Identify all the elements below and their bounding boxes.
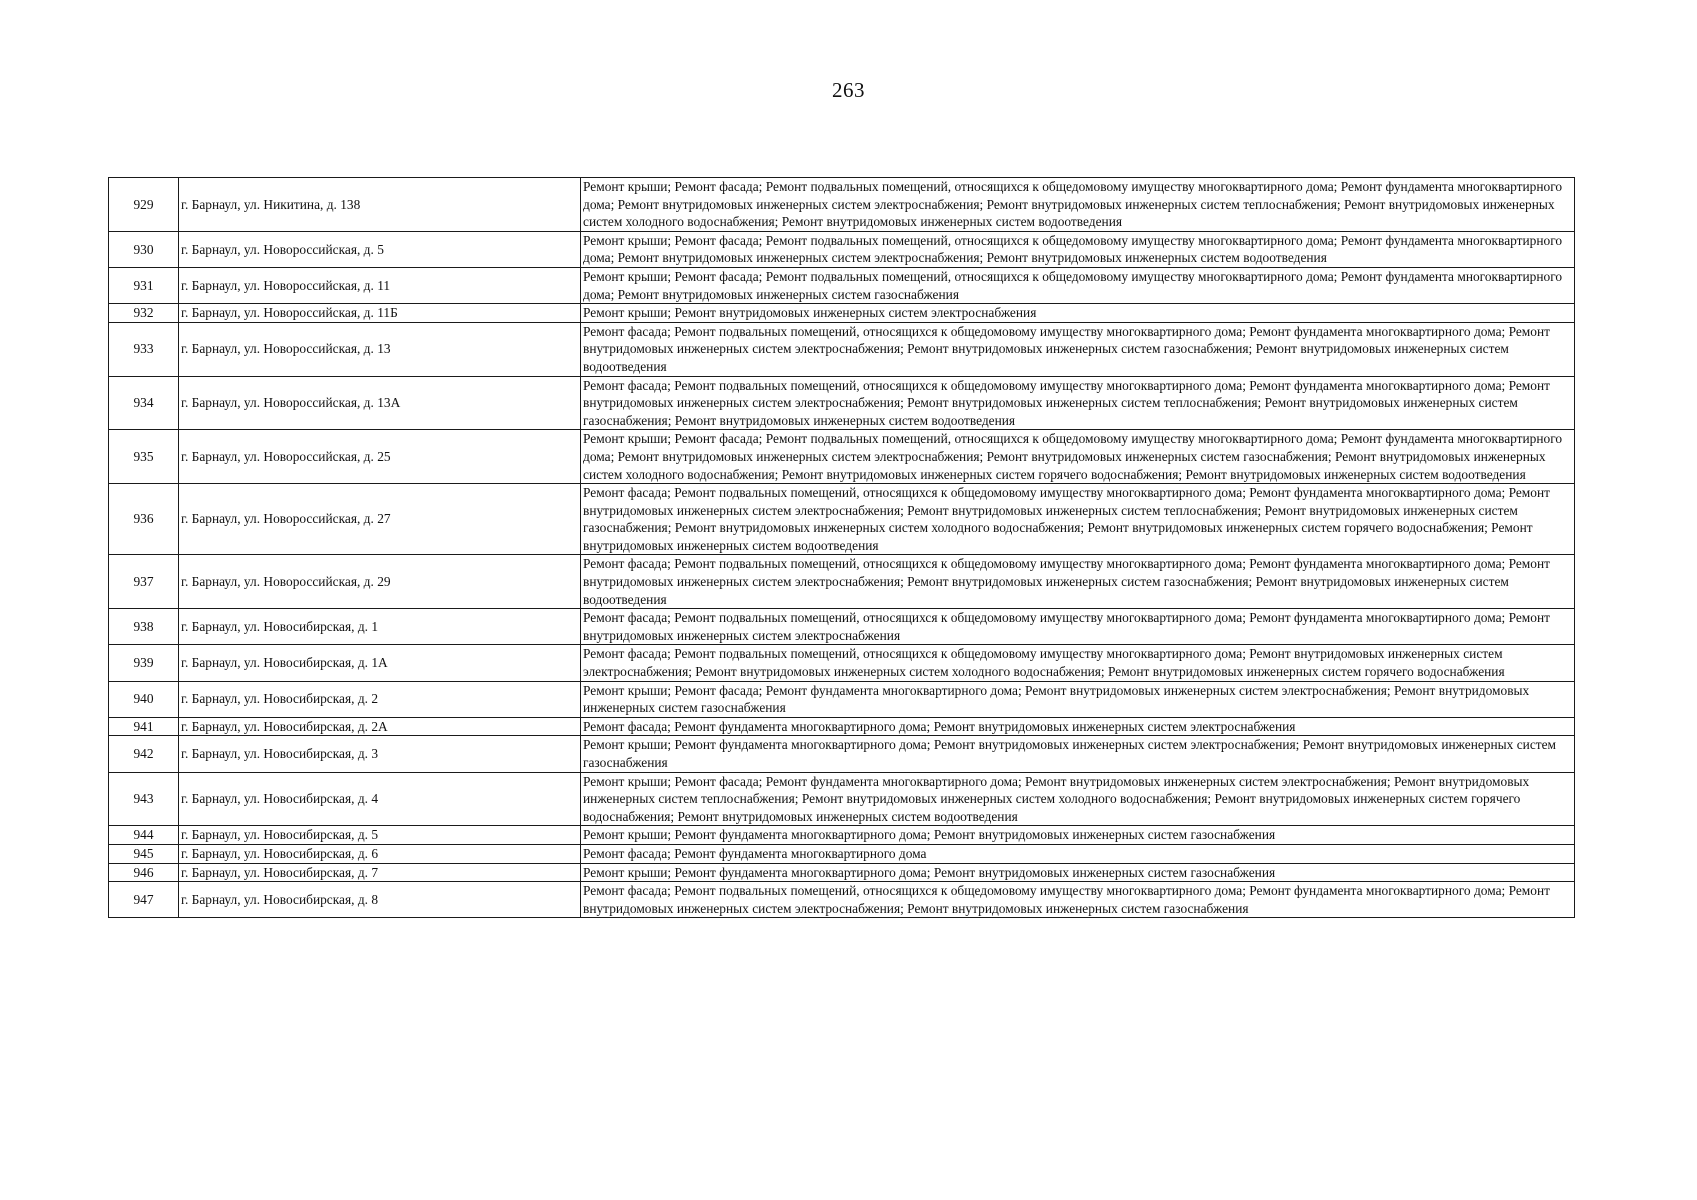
table-row: [109, 267, 1575, 303]
table-row: [109, 717, 1575, 736]
row-number: 930: [109, 231, 179, 267]
row-works: Ремонт фасада; Ремонт подвальных помещений, относящихся к общедомовому имуществу многоквартирного дома; Ремонт фундамента многоквартирного дома; Ремонт внутридомовых инженерных систем электроснабжения; Ремонт внутридомовых инженерных систем газоснабжения: [581, 882, 1575, 918]
row-works: Ремонт фасада; Ремонт подвальных помещений, относящихся к общедомовому имуществу многоквартирного дома; Ремонт фундамента многоквартирного дома; Ремонт внутридомовых инженерных систем электроснабжения; Ремонт внутридомовых инженерных систем теплоснабжения; Ремонт внутридомовых инженерных систем газоснабжения; Ремонт внутридомовых инженерных систем холодного водоснабжения; Ремонт внутридомовых инженерных систем горячего водоснабжения; Ремонт внутридомовых инженерных систем водоотведения: [581, 484, 1575, 555]
row-works: Ремонт крыши; Ремонт фасада; Ремонт подвальных помещений, относящихся к общедомовому имуществу многоквартирного дома; Ремонт фундамента многоквартирного дома; Ремонт внутридомовых инженерных систем газоснабжения: [581, 267, 1575, 303]
table-row: [109, 844, 1575, 863]
row-works: Ремонт крыши; Ремонт внутридомовых инженерных систем электроснабжения: [581, 304, 1575, 323]
page-number: 263: [832, 78, 865, 102]
row-works: Ремонт фасада; Ремонт фундамента многоквартирного дома: [581, 844, 1575, 863]
row-address: г. Барнаул, ул. Новосибирская, д. 3: [179, 736, 581, 772]
row-number: 940: [109, 681, 179, 717]
table-row: [109, 304, 1575, 323]
table-row: [109, 826, 1575, 845]
row-number: 931: [109, 267, 179, 303]
table-row: [109, 322, 1575, 376]
row-address: г. Барнаул, ул. Новосибирская, д. 2: [179, 681, 581, 717]
row-address: г. Барнаул, ул. Новосибирская, д. 4: [179, 772, 581, 826]
row-number: 946: [109, 863, 179, 882]
row-address: г. Барнаул, ул. Новосибирская, д. 5: [179, 826, 581, 845]
table-row: [109, 178, 1575, 232]
table-row: [109, 231, 1575, 267]
row-number: 945: [109, 844, 179, 863]
row-works: Ремонт фасада; Ремонт подвальных помещений, относящихся к общедомовому имуществу многоквартирного дома; Ремонт внутридомовых инженерных систем электроснабжения; Ремонт внутридомовых инженерных систем холодного водоснабжения; Ремонт внутридомовых инженерных систем горячего водоснабжения: [581, 645, 1575, 681]
row-works: Ремонт крыши; Ремонт фасада; Ремонт подвальных помещений, относящихся к общедомовому имуществу многоквартирного дома; Ремонт фундамента многоквартирного дома; Ремонт внутридомовых инженерных систем электроснабжения; Ремонт внутридомовых инженерных систем водоотведения: [581, 231, 1575, 267]
row-address: г. Барнаул, ул. Новороссийская, д. 13А: [179, 376, 581, 430]
table-row: [109, 609, 1575, 645]
table-row: [109, 772, 1575, 826]
row-works: Ремонт фасада; Ремонт фундамента многоквартирного дома; Ремонт внутридомовых инженерных систем электроснабжения: [581, 717, 1575, 736]
table-row: [109, 863, 1575, 882]
row-works: Ремонт крыши; Ремонт фасада; Ремонт подвальных помещений, относящихся к общедомовому имуществу многоквартирного дома; Ремонт фундамента многоквартирного дома; Ремонт внутридомовых инженерных систем электроснабжения; Ремонт внутридомовых инженерных систем теплоснабжения; Ремонт внутридомовых инженерных систем холодного водоснабжения; Ремонт внутридомовых инженерных систем водоотведения: [581, 178, 1575, 232]
row-address: г. Барнаул, ул. Новороссийская, д. 13: [179, 322, 581, 376]
table-row: [109, 484, 1575, 555]
row-number: 933: [109, 322, 179, 376]
row-address: г. Барнаул, ул. Новороссийская, д. 27: [179, 484, 581, 555]
row-number: 934: [109, 376, 179, 430]
row-address: г. Барнаул, ул. Новосибирская, д. 6: [179, 844, 581, 863]
row-works: Ремонт фасада; Ремонт подвальных помещений, относящихся к общедомовому имуществу многоквартирного дома; Ремонт фундамента многоквартирного дома; Ремонт внутридомовых инженерных систем электроснабжения; Ремонт внутридомовых инженерных систем газоснабжения; Ремонт внутридомовых инженерных систем водоотведения: [581, 322, 1575, 376]
row-number: 935: [109, 430, 179, 484]
repair-register-table: [108, 177, 1575, 918]
row-address: г. Барнаул, ул. Новосибирская, д. 1: [179, 609, 581, 645]
row-address: г. Барнаул, ул. Новосибирская, д. 8: [179, 882, 581, 918]
row-address: г. Барнаул, ул. Новороссийская, д. 25: [179, 430, 581, 484]
row-works: Ремонт крыши; Ремонт фундамента многоквартирного дома; Ремонт внутридомовых инженерных систем электроснабжения; Ремонт внутридомовых инженерных систем газоснабжения: [581, 736, 1575, 772]
row-address: г. Барнаул, ул. Новороссийская, д. 29: [179, 555, 581, 609]
row-number: 942: [109, 736, 179, 772]
row-number: 936: [109, 484, 179, 555]
row-address: г. Барнаул, ул. Новороссийская, д. 5: [179, 231, 581, 267]
row-number: 932: [109, 304, 179, 323]
row-works: Ремонт фасада; Ремонт подвальных помещений, относящихся к общедомовому имуществу многоквартирного дома; Ремонт фундамента многоквартирного дома; Ремонт внутридомовых инженерных систем электроснабжения; Ремонт внутридомовых инженерных систем теплоснабжения; Ремонт внутридомовых инженерных систем газоснабжения; Ремонт внутридомовых инженерных систем водоотведения: [581, 376, 1575, 430]
table-row: [109, 376, 1575, 430]
table-row: [109, 736, 1575, 772]
row-number: 947: [109, 882, 179, 918]
row-number: 941: [109, 717, 179, 736]
row-number: 929: [109, 178, 179, 232]
table-row: [109, 430, 1575, 484]
row-works: Ремонт крыши; Ремонт фасада; Ремонт подвальных помещений, относящихся к общедомовому имуществу многоквартирного дома; Ремонт фундамента многоквартирного дома; Ремонт внутридомовых инженерных систем электроснабжения; Ремонт внутридомовых инженерных систем газоснабжения; Ремонт внутридомовых инженерных систем холодного водоснабжения; Ремонт внутридомовых инженерных систем горячего водоснабжения; Ремонт внутридомовых инженерных систем водоотведения: [581, 430, 1575, 484]
row-works: Ремонт крыши; Ремонт фундамента многоквартирного дома; Ремонт внутридомовых инженерных систем газоснабжения: [581, 826, 1575, 845]
row-address: г. Барнаул, ул. Новосибирская, д. 1А: [179, 645, 581, 681]
row-works: Ремонт крыши; Ремонт фасада; Ремонт фундамента многоквартирного дома; Ремонт внутридомовых инженерных систем электроснабжения; Ремонт внутридомовых инженерных систем теплоснабжения; Ремонт внутридомовых инженерных систем холодного водоснабжения; Ремонт внутридомовых инженерных систем горячего водоснабжения; Ремонт внутридомовых инженерных систем водоотведения: [581, 772, 1575, 826]
row-address: г. Барнаул, ул. Новосибирская, д. 7: [179, 863, 581, 882]
row-address: г. Барнаул, ул. Никитина, д. 138: [179, 178, 581, 232]
table-row: [109, 882, 1575, 918]
row-number: 938: [109, 609, 179, 645]
row-works: Ремонт крыши; Ремонт фундамента многоквартирного дома; Ремонт внутридомовых инженерных систем газоснабжения: [581, 863, 1575, 882]
row-number: 944: [109, 826, 179, 845]
table-row: [109, 645, 1575, 681]
row-number: 939: [109, 645, 179, 681]
table-row: [109, 681, 1575, 717]
row-address: г. Барнаул, ул. Новосибирская, д. 2А: [179, 717, 581, 736]
row-address: г. Барнаул, ул. Новороссийская, д. 11: [179, 267, 581, 303]
row-works: Ремонт фасада; Ремонт подвальных помещений, относящихся к общедомовому имуществу многоквартирного дома; Ремонт фундамента многоквартирного дома; Ремонт внутридомовых инженерных систем электроснабжения: [581, 609, 1575, 645]
row-number: 937: [109, 555, 179, 609]
row-works: Ремонт фасада; Ремонт подвальных помещений, относящихся к общедомовому имуществу многоквартирного дома; Ремонт фундамента многоквартирного дома; Ремонт внутридомовых инженерных систем электроснабжения; Ремонт внутридомовых инженерных систем газоснабжения; Ремонт внутридомовых инженерных систем водоотведения: [581, 555, 1575, 609]
table-row: [109, 555, 1575, 609]
row-address: г. Барнаул, ул. Новороссийская, д. 11Б: [179, 304, 581, 323]
row-works: Ремонт крыши; Ремонт фасада; Ремонт фундамента многоквартирного дома; Ремонт внутридомовых инженерных систем электроснабжения; Ремонт внутридомовых инженерных систем газоснабжения: [581, 681, 1575, 717]
row-number: 943: [109, 772, 179, 826]
